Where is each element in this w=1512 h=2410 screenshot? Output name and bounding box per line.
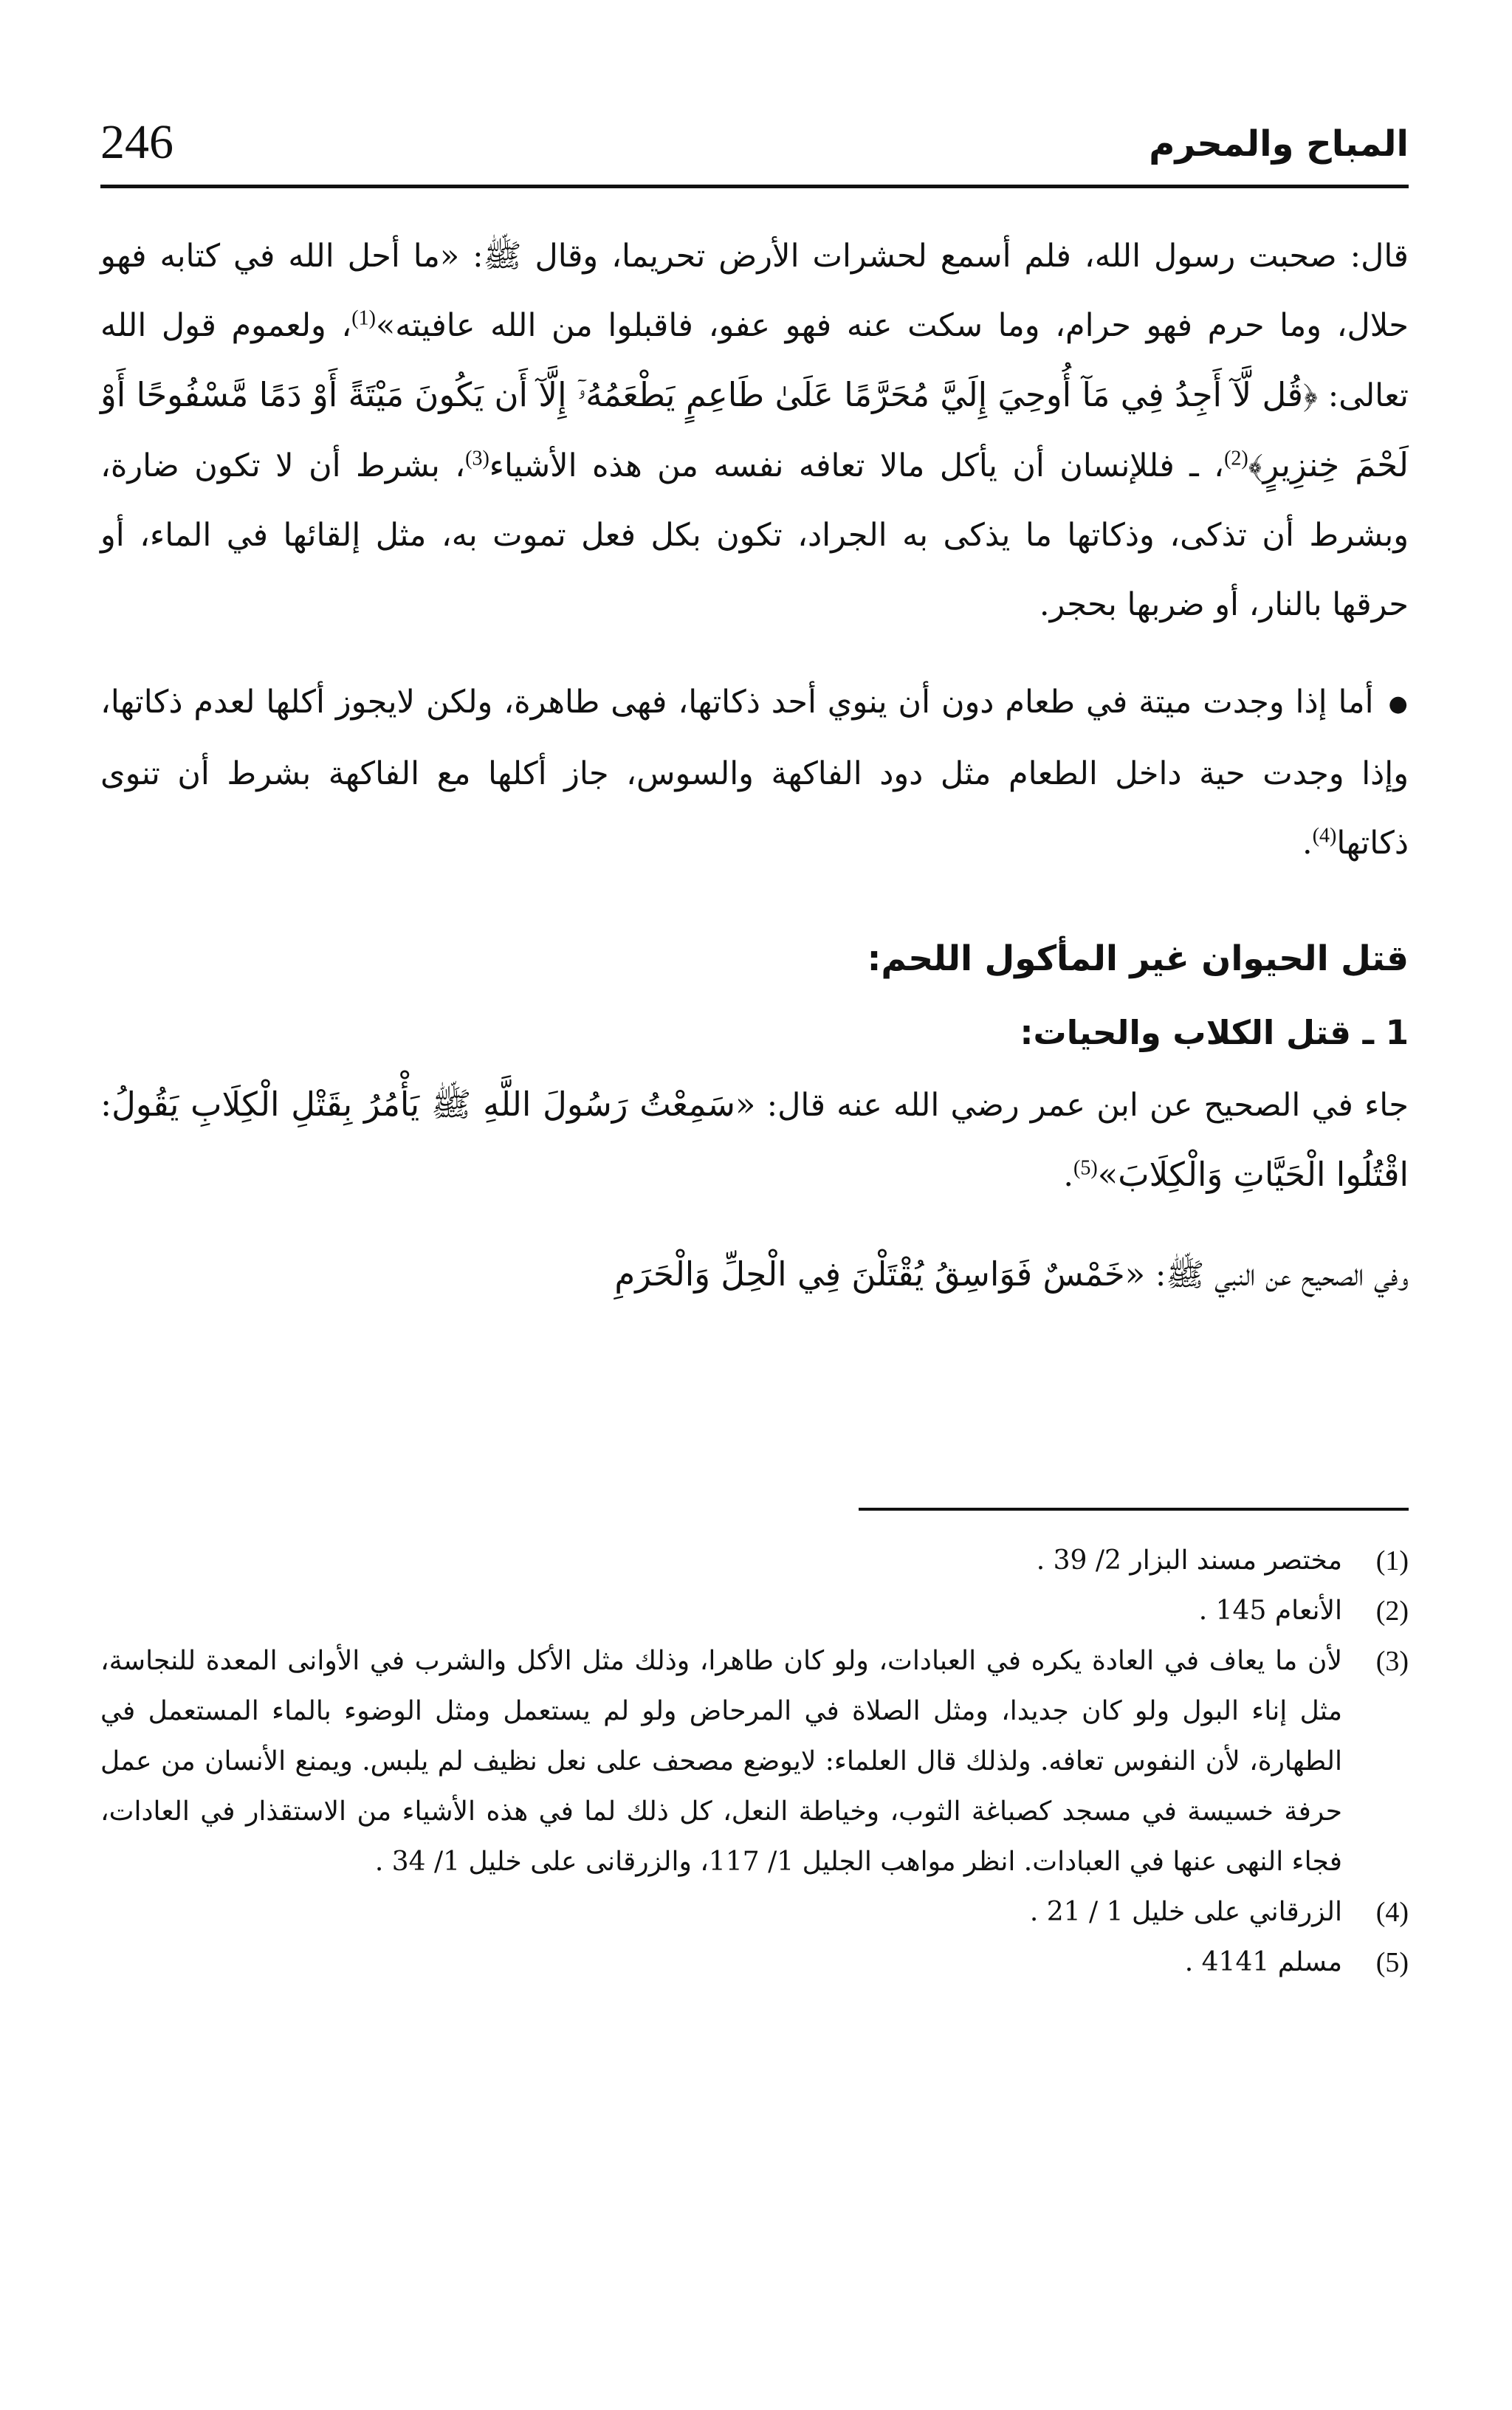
- footnote-number: (5): [1375, 1947, 1409, 1978]
- footnote-1: [100, 1536, 1409, 1586]
- paragraph-4-text-a: وفي الصحيح عن النبي ﷺ:: [1145, 1257, 1409, 1294]
- paragraph-3: [100, 1070, 1409, 1210]
- paragraph-1-text-d: ، بشرط أن لا تكون ضارة، وبشرط أن تذكى، وذكاتها ما يذكى به الجراد، تكون بكل فعل تموت به، مثل إلقائها في الماء، أو حرقها بالنار، أو ضربها بحجر.: [100, 447, 1409, 623]
- footnote-text: لأن ما يعاف في العادة يكره في العبادات، ولو كان طاهرا، وذلك مثل الأكل والشرب في الأوانى المعدة للنجاسة، مثل إناء البول ولو كان جديدا، ومثل الصلاة في المرحاض ولو لم يستعمل ومثل الوضوء بالماء المستعمل في الطهارة، لأن النفوس تعافه. ولذلك قال العلماء: لايوضع مصحف على نعل نظيف لم يلبس. ويمنع الأنسان من عمل حرفة خسيسة في مسجد كصباغة الثوب، وخياطة النعل، كل ذلك لما في هذه الأشياء من الاستقذار في العادات، فجاء النهى عنها في العبادات. انظر مواهب الجليل 1/ 117، والزرقانى على خليل 1/ 34 .: [100, 1646, 1343, 1877]
- paragraph-3-text-b: .: [1063, 1157, 1074, 1194]
- footnote-2: [100, 1586, 1409, 1636]
- footnote-3: [100, 1636, 1409, 1887]
- page-header: [100, 103, 1409, 188]
- footnote-ref-5[interactable]: (5): [1073, 1156, 1098, 1180]
- running-title: المباح والمحرم: [1149, 123, 1409, 165]
- footnote-number: (2): [1375, 1596, 1409, 1627]
- paragraph-2-text-a: أما إذا وجدت ميتة في طعام دون أن ينوي أحد ذكاتها، فهى طاهرة، ولكن لايجوز أكلها لعدم ذكاتها، وإذا وجدت حية داخل الطعام مثل دود الفاكهة والسوس، جاز أكلها مع الفاكهة بشرط أن تنوى ذكاتها: [100, 684, 1409, 862]
- sub-heading: 1 ـ قتل الكلاب والحيات:: [1020, 1013, 1409, 1052]
- footnote-number: (3): [1375, 1646, 1409, 1677]
- footnote-ref-1[interactable]: (1): [351, 306, 376, 330]
- footnote-number: (4): [1375, 1897, 1409, 1928]
- footnote-text: مختصر مسند البزار 2/ 39 .: [1036, 1545, 1342, 1576]
- paragraph-1-text-c: ، ـ فللإنسان أن يأكل مالا تعافه نفسه من هذه الأشياء: [489, 447, 1225, 484]
- footnote-ref-3[interactable]: (3): [465, 447, 489, 470]
- paragraph-gap: [100, 1210, 1409, 1240]
- footnote-ref-2[interactable]: (2): [1224, 447, 1248, 470]
- hadith-quote-1: «سَمِعْتُ رَسُولَ اللَّهِ ﷺ يَأْمُرُ بِقَتْلِ الْكِلَابِ يَقُولُ: اقْتُلُوا الْحَيَّاتِ وَالْكِلَابَ»: [100, 1085, 1409, 1194]
- footnote-4: [100, 1887, 1409, 1937]
- page-number: 246: [100, 115, 173, 169]
- footnote-text: الأنعام 145 .: [1198, 1596, 1342, 1626]
- footnote-ref-4[interactable]: (4): [1312, 824, 1337, 848]
- paragraph-1-text-b: ، ولعموم قول الله تعالى:: [100, 307, 1409, 414]
- section-heading: قتل الحيوان غير المأكول اللحم:: [867, 938, 1409, 979]
- paragraph-4: [100, 1240, 1409, 1310]
- footnote-5: [100, 1937, 1409, 1988]
- paragraph-2-text-b: .: [1302, 825, 1313, 862]
- main-text: [100, 222, 1409, 1310]
- quran-verse: ﴿قُل لَّآ أَجِدُ فِي مَآ أُوحِيَ إِلَيَّ مُحَرَّمًا عَلَىٰ طَاعِمٍ يَطْعَمُهُۥٓ إِلَّآ أَن يَكُونَ مَيْتَةً أَوْ دَمًا مَّسْفُوحًا أَوْ لَحْمَ خِنزِيرٍ﴾: [100, 375, 1409, 484]
- footnote-text: الزرقاني على خليل 1 / 21 .: [1029, 1897, 1342, 1927]
- paragraph-1: [100, 222, 1409, 639]
- hadith-quote-2: «خَمْسٌ فَوَاسِقُ يُقْتَلْنَ فِي الْحِلِّ وَالْحَرَمِ: [614, 1254, 1146, 1294]
- paragraph-3-text-a: جاء في الصحيح عن ابن عمر رضي الله عنه قال:: [755, 1087, 1409, 1124]
- paragraph-1-text-a: قال: صحبت رسول الله، فلم أسمع لحشرات الأرض تحريما، وقال ﷺ: «ما أحل الله في كتابه فهو حلال، وما حرم فهو حرام، وما سكت عنه فهو عفو، فاقبلوا من الله عافيته»: [100, 238, 1409, 344]
- footnotes-list: [100, 1536, 1409, 1988]
- footnote-divider: [859, 1508, 1409, 1511]
- bullet-icon: ●: [1388, 691, 1409, 717]
- footnote-text: مسلم 4141 .: [1184, 1947, 1342, 1977]
- paragraph-2: [100, 667, 1409, 878]
- footnote-number: (1): [1375, 1545, 1409, 1576]
